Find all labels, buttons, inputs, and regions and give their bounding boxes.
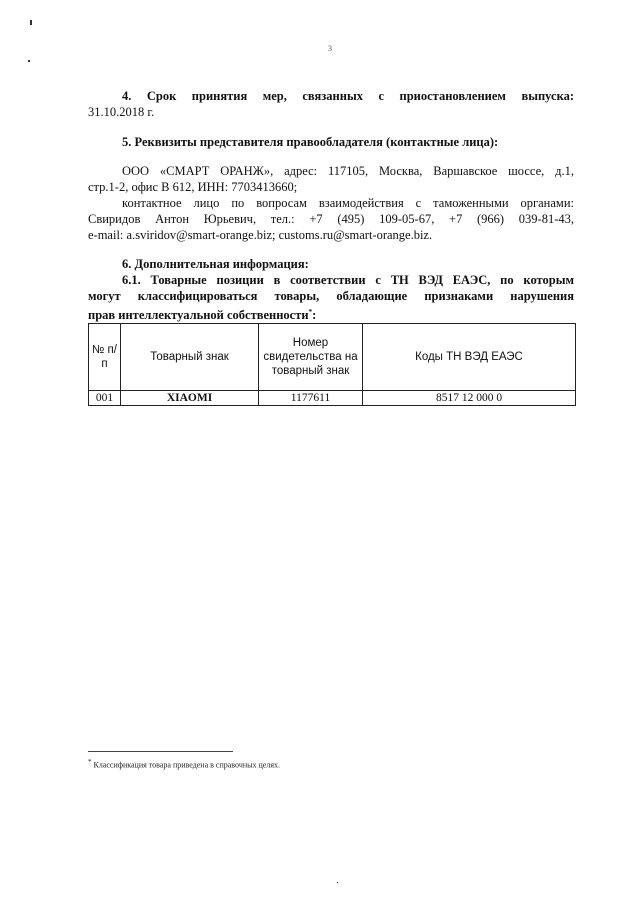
table-row — [89, 391, 576, 406]
col-header-certificate: Номер свидетельства на товарный знак — [259, 324, 363, 391]
section-6-heading: 6. Дополнительная информация: — [122, 257, 309, 271]
goods-table — [88, 323, 576, 406]
section-5-heading: 5. Реквизиты представителя правообладателя (контактные лица): — [122, 135, 499, 149]
col-header-trademark: Товарный знак — [121, 324, 259, 391]
contact-line-2: Свиридов Антон Юрьевич, тел.: +7 (495) 109-05-67, +7 (966) 039-81-43, — [88, 212, 574, 226]
footnote-ref: * — [308, 308, 313, 316]
footnote-text: Классификация товара приведена в справочных целях. — [93, 760, 280, 770]
contact-line-1: контактное лицо по вопросам взаимодействия с таможенными органами: — [122, 196, 574, 210]
cell-trademark: XIAOMI — [121, 391, 259, 406]
cell-certificate: 1177611 — [259, 391, 363, 406]
col-header-number: № п/п — [89, 324, 121, 391]
subsection-6-1-colon: : — [312, 308, 317, 323]
contact-line-3: e-mail: a.sviridov@smart-orange.biz; customs.ru@smart-orange.biz. — [88, 228, 433, 242]
page-number: 3 — [328, 44, 332, 53]
footnote — [88, 758, 280, 770]
col-header-codes: Коды ТН ВЭД ЕАЭС — [363, 324, 576, 391]
subsection-6-1-line-1: 6.1. Товарные позиции в соответствии с ТН ВЭД ЕАЭС, по которым — [122, 273, 574, 287]
table-header-row — [89, 324, 576, 391]
subsection-6-1-line-3 — [88, 304, 574, 323]
cell-number: 001 — [89, 391, 121, 406]
section-4-date: 31.10.2018 г. — [88, 105, 155, 119]
scan-mark — [28, 60, 30, 62]
scan-mark — [30, 20, 32, 25]
subsection-6-1-line-2: могут классифицироваться товары, обладающие признаками нарушения — [88, 289, 574, 303]
section-4-number: 4. — [122, 89, 132, 103]
footnote-mark: * — [88, 758, 92, 766]
section-4-heading — [88, 88, 574, 104]
footnote-divider — [88, 751, 233, 752]
section-4-title: Срок принятия мер, связанных с приостановлением выпуска: — [146, 89, 574, 103]
scan-mark — [337, 882, 338, 883]
company-line-2: стр.1-2, офис В 612, ИНН: 7703413660; — [88, 180, 298, 194]
company-line-1: ООО «СМАРТ ОРАНЖ», адрес: 117105, Москва, Варшавское шоссе, д.1, — [122, 164, 574, 178]
cell-codes: 8517 12 000 0 — [363, 391, 576, 406]
subsection-6-1-text: прав интеллектуальной собственности — [88, 308, 309, 323]
